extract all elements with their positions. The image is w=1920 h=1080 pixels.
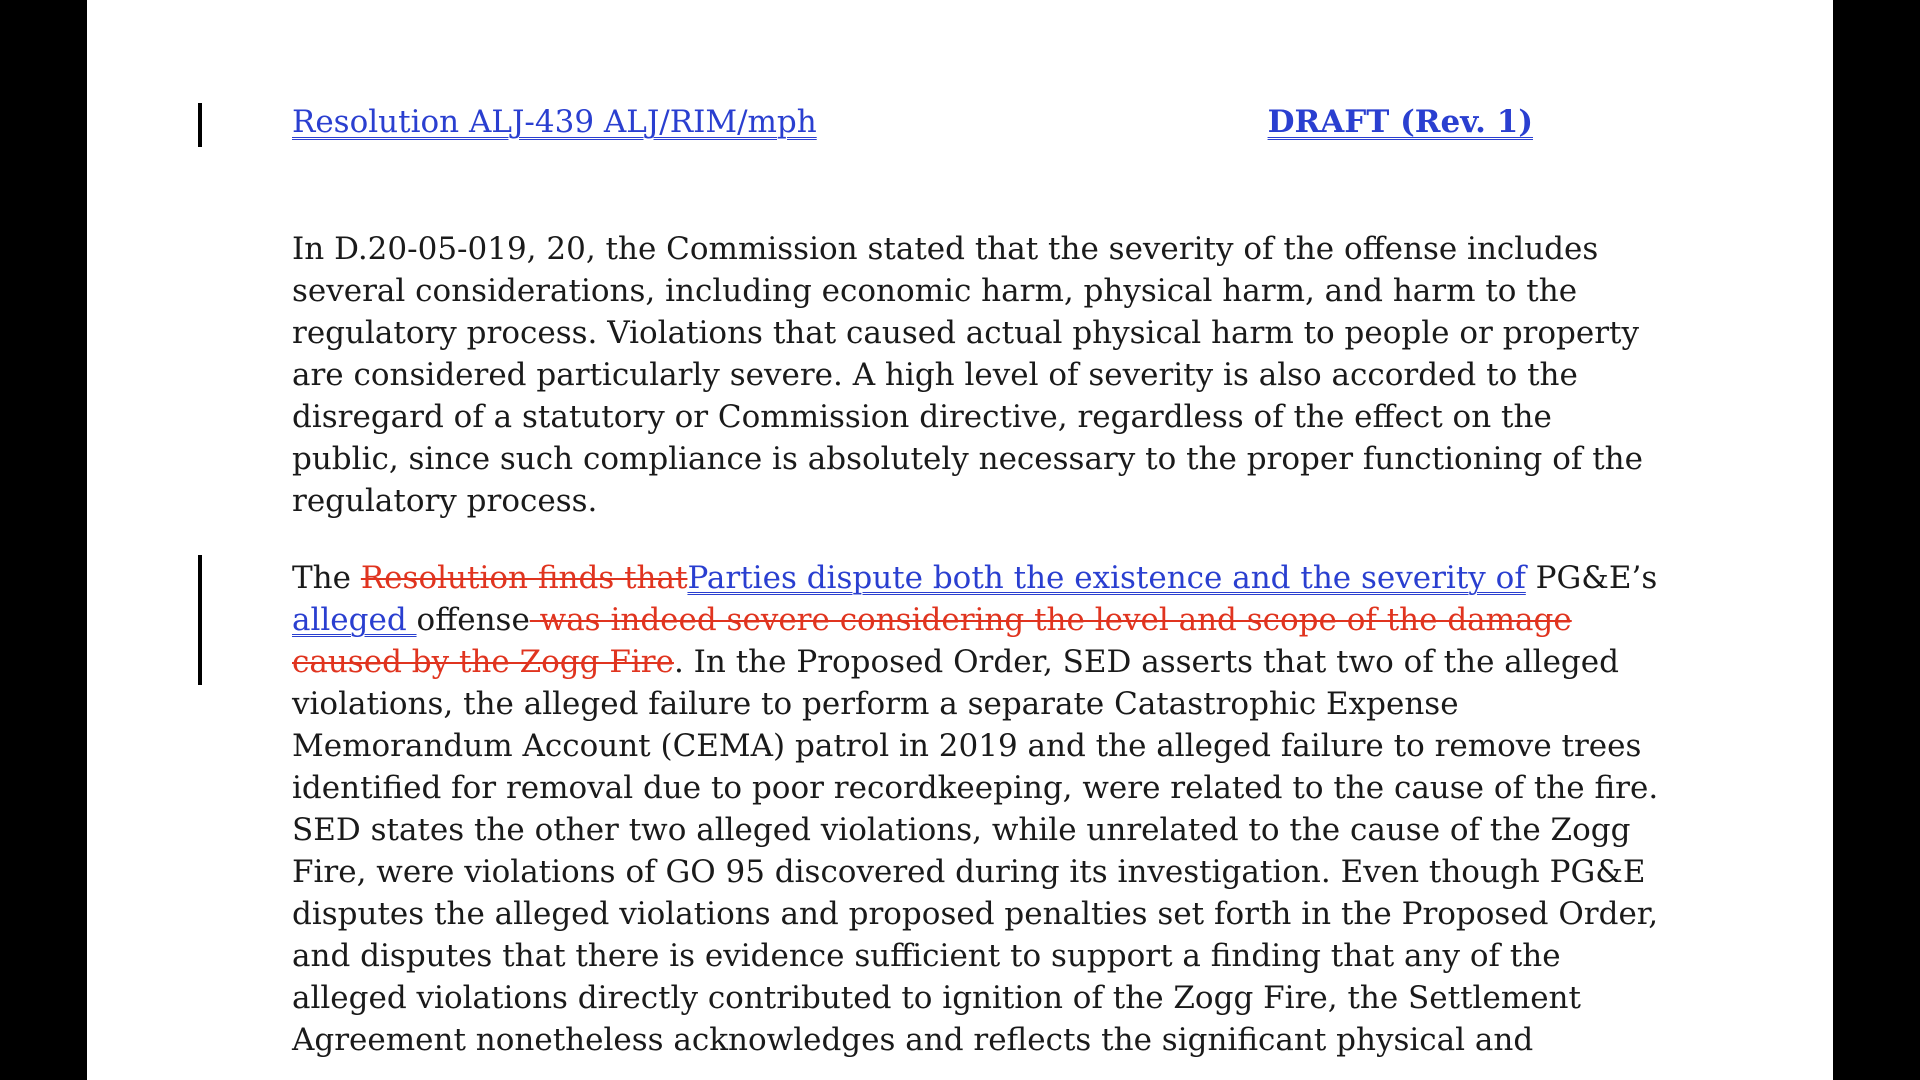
text-line: several considerations, including economic harm, physical harm, and harm to the bbox=[292, 273, 1578, 309]
paragraph-tracked-changes bbox=[292, 557, 1659, 1061]
text-line: violations, the alleged failure to perform a separate Catastrophic Expense bbox=[292, 686, 1459, 722]
text-line: Fire, were violations of GO 95 discovered during its investigation. Even though PG&E bbox=[292, 854, 1646, 890]
paragraph-severity-standard bbox=[292, 228, 1643, 522]
page-header bbox=[292, 104, 1533, 140]
text-line: identified for removal due to poor recordkeeping, were related to the cause of the fire. bbox=[292, 770, 1659, 806]
plain-text: . In the Proposed Order, SED asserts that two of the alleged bbox=[673, 644, 1619, 680]
change-bar bbox=[198, 103, 202, 147]
text-line: In D.20-05-019, 20, the Commission stated that the severity of the offense includes bbox=[292, 231, 1599, 267]
plain-text: offense bbox=[416, 602, 530, 638]
text-line: disputes the alleged violations and proposed penalties set forth in the Proposed Order, bbox=[292, 896, 1659, 932]
deleted-text: Resolution finds that bbox=[360, 560, 688, 596]
text-line: Memorandum Account (CEMA) patrol in 2019 and the alleged failure to remove trees bbox=[292, 728, 1642, 764]
text-line bbox=[292, 557, 1658, 599]
text-line: regulatory process. Violations that caused actual physical harm to people or property bbox=[292, 315, 1640, 351]
inserted-text: Parties dispute both the existence and the severity of bbox=[687, 560, 1526, 596]
inserted-text: alleged bbox=[292, 602, 417, 638]
header-resolution-id: Resolution ALJ-439 ALJ/RIM/mph bbox=[292, 104, 817, 140]
text-line bbox=[292, 641, 1632, 683]
plain-text: The bbox=[292, 560, 361, 596]
text-line: SED states the other two alleged violations, while unrelated to the cause of the Zogg bbox=[292, 812, 1631, 848]
text-line bbox=[292, 599, 1632, 641]
header-draft-label: DRAFT (Rev. 1) bbox=[1267, 104, 1533, 140]
deleted-text: caused by the Zogg Fire bbox=[292, 644, 674, 680]
text-line: and disputes that there is evidence sufficient to support a finding that any of the bbox=[292, 938, 1561, 974]
text-line: public, since such compliance is absolutely necessary to the proper functioning of the bbox=[292, 441, 1643, 477]
change-bar bbox=[198, 555, 202, 685]
deleted-text: was indeed severe considering the level and scope of the damage bbox=[529, 602, 1572, 638]
text-line: disregard of a statutory or Commission directive, regardless of the effect on the bbox=[292, 399, 1552, 435]
plain-text: PG&E’s bbox=[1525, 560, 1658, 596]
text-line: regulatory process. bbox=[292, 483, 598, 519]
text-line: Agreement nonetheless acknowledges and reflects the significant physical and bbox=[292, 1022, 1534, 1058]
document-page bbox=[87, 0, 1833, 1080]
text-line: alleged violations directly contributed to ignition of the Zogg Fire, the Settlement bbox=[292, 980, 1581, 1016]
text-line: are considered particularly severe. A high level of severity is also accorded to the bbox=[292, 357, 1578, 393]
